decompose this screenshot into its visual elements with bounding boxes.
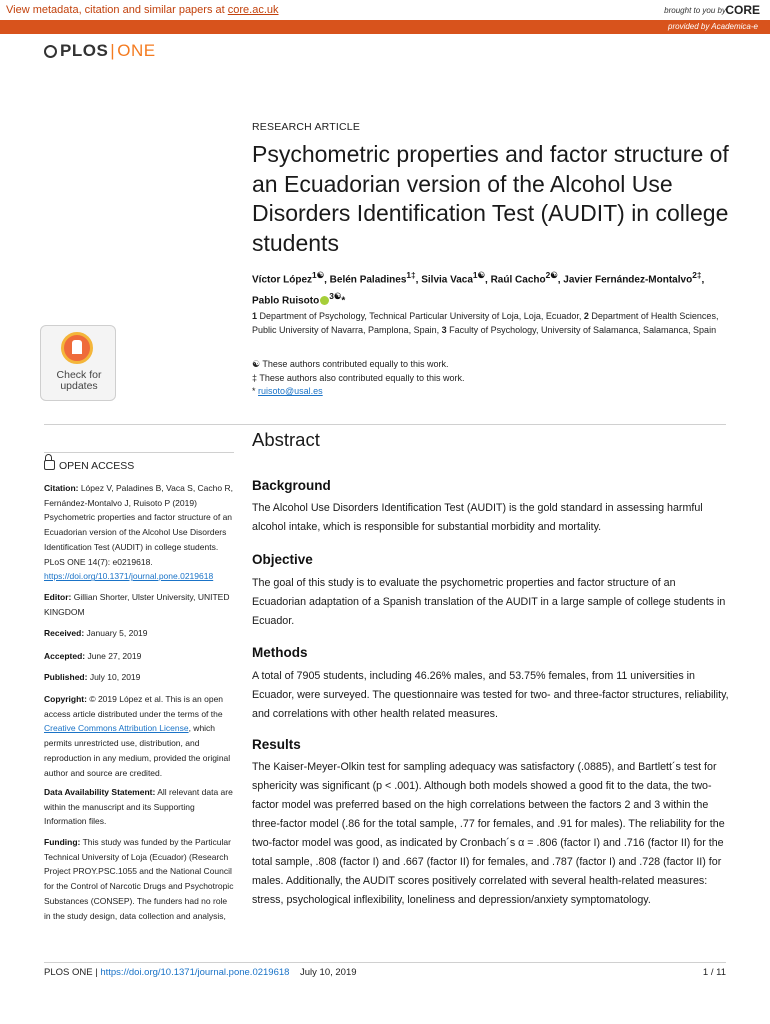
background-heading: Background [252,478,331,493]
article-type: RESEARCH ARTICLE [252,121,361,133]
corresponding-email-link[interactable]: ruisoto@usal.es [258,386,323,396]
divider [44,452,234,453]
check-for-updates-badge[interactable]: Check for updates [40,325,116,401]
footer-citation: PLOS ONE | https://doi.org/10.1371/journal.pone.0219618 July 10, 2019 [44,967,357,978]
also-contribution-note: ‡ These authors also contributed equally to this work. [252,372,465,383]
abstract-heading: Abstract [252,429,320,450]
provider-strip [0,20,770,34]
orcid-icon[interactable] [320,296,329,305]
core-metadata-link[interactable]: View metadata, citation and similar papers at core.ac.uk [6,4,279,16]
background-text: The Alcohol Use Disorders Identification Test (AUDIT) is the gold standard in assessing harmful alcohol intake, which is responsible for substantial morbidity and mortality. [252,502,703,533]
citation-block: Citation: López V, Paladines B, Vaca S, Cacho R, Fernández-Montalvo J, Ruisoto P (2019) Psychometric properties and factor structure of an Ecuadorian version of the Alcohol Use Disorders Identification Test (AUDIT) in college students. PLoS ONE 14(7): e0219618. https://doi.org/10.1371/journal.pone.0219618 [44,483,233,582]
equal-contribution-note: ☯ These authors contributed equally to this work. [252,359,449,369]
published-block: Published: July 10, 2019 [44,672,141,682]
accepted-block: Accepted: June 27, 2019 [44,651,142,661]
funding-block: Funding: This study was funded by the Particular Technical University of Loja (Ecuador) (Research Project PROY.PSC.1055 and the National Council for the Control of Narcotic Drugs and Psychotropic Substances (CONSEP). The funders had no role in the study design, data collection and analysis, [44,837,234,921]
provided-by-label[interactable]: provided by Academica-e [668,22,758,31]
methods-heading: Methods [252,645,308,660]
data-availability-block: Data Availability Statement: All relevant data are within the manuscript and its Supporting Information files. [44,787,233,827]
editor-block: Editor: Gillian Shorter, Ulster University, UNITED KINGDOM [44,592,230,617]
copyright-block: Copyright: © 2019 López et al. This is an open access article distributed under the terms of the Creative Commons Attribution License, which permits unrestricted use, distribution, and reproduction in any medium, provided the original author and source are credited. [44,694,231,778]
brought-by-label: brought to you by [664,6,726,15]
objective-text: The goal of this study is to evaluate the psychometric properties and factor structure of an Ecuadorian adaptation of a Spanish translation of the AUDIT in a large sample of college students in Ecuador. [252,577,726,627]
author-list: Víctor López$^{1☯}$, Belén Paladines$^{1\ddagger}$, Silvia Vaca$^{1☯}$, Raúl Cacho$^{2☯}$, Javier Fernández-Montalvo$^{2\ddagger}$, Pablo Ruisoto $^{3☯}$* [252,270,705,307]
methods-text: A total of 7905 students, including 46.26% males, and 53.75% females, from 11 universities in Ecuador, were surveyed. The questionnaire was tested for two- and three-factor structures, reliability, and correlations with other health related measures. [252,670,729,720]
footer-divider [44,962,726,963]
license-link[interactable]: Creative Commons Attribution License [44,723,189,734]
affiliations: 1 Department of Psychology, Technical Particular University of Loja, Loja, Ecuador, 2 Department of Health Sciences, Public University of Navarra, Pamplona, Spain, 3 Faculty of Psychology, University of Salamanca, Salamanca, Spain [252,311,719,335]
results-heading: Results [252,737,301,752]
plos-icon [44,45,57,58]
objective-heading: Objective [252,552,313,567]
lock-open-icon [44,460,55,470]
bookmark-icon [61,332,93,364]
journal-logo[interactable]: PLOS | ONE [44,41,156,61]
divider [44,424,726,425]
footer-doi-link[interactable]: https://doi.org/10.1371/journal.pone.0219618 [100,967,290,978]
results-text: The Kaiser-Meyer-Olkin test for sampling adequacy was satisfactory (.0885), and Bartlett´s test for sphericity was significant (p < .001). Although both models showed a good fit to the data, the two-factor model was preferred based on the high correlations between the factors 2 and 3 within the three-factor model (.86 for the total sample, .77 for females, and .91 for males). The reliability for the two-factor model was good, as indicated by Cronbach´s α = .806 (factor I) and .716 (factor II) for the total sample, .808 (factor I) and .667 (factor II) for females, and .787 (factor I) and .728 (factor II) for males. Additionally, the AUDIT scores positively correlated with several health-related measures: stress, psychological inflexibility, loneliness and depression/anxiety symptomatology. [252,761,725,906]
received-block: Received: January 5, 2019 [44,628,148,638]
citation-doi-link[interactable]: https://doi.org/10.1371/journal.pone.0219618 [44,571,214,582]
author-notes [252,358,727,399]
core-logo[interactable]: CORE [725,3,760,17]
corresponding-note: * ruisoto@usal.es [252,386,323,396]
core-domain-link[interactable]: core.ac.uk [227,4,279,16]
page-number: 1 / 11 [702,967,726,978]
open-access-label: OPEN ACCESS [44,460,134,472]
article-title: Psychometric properties and factor structure of an Ecuadorian version of the Alcohol Use Disorders Identification Test (AUDIT) in college students [252,141,729,256]
